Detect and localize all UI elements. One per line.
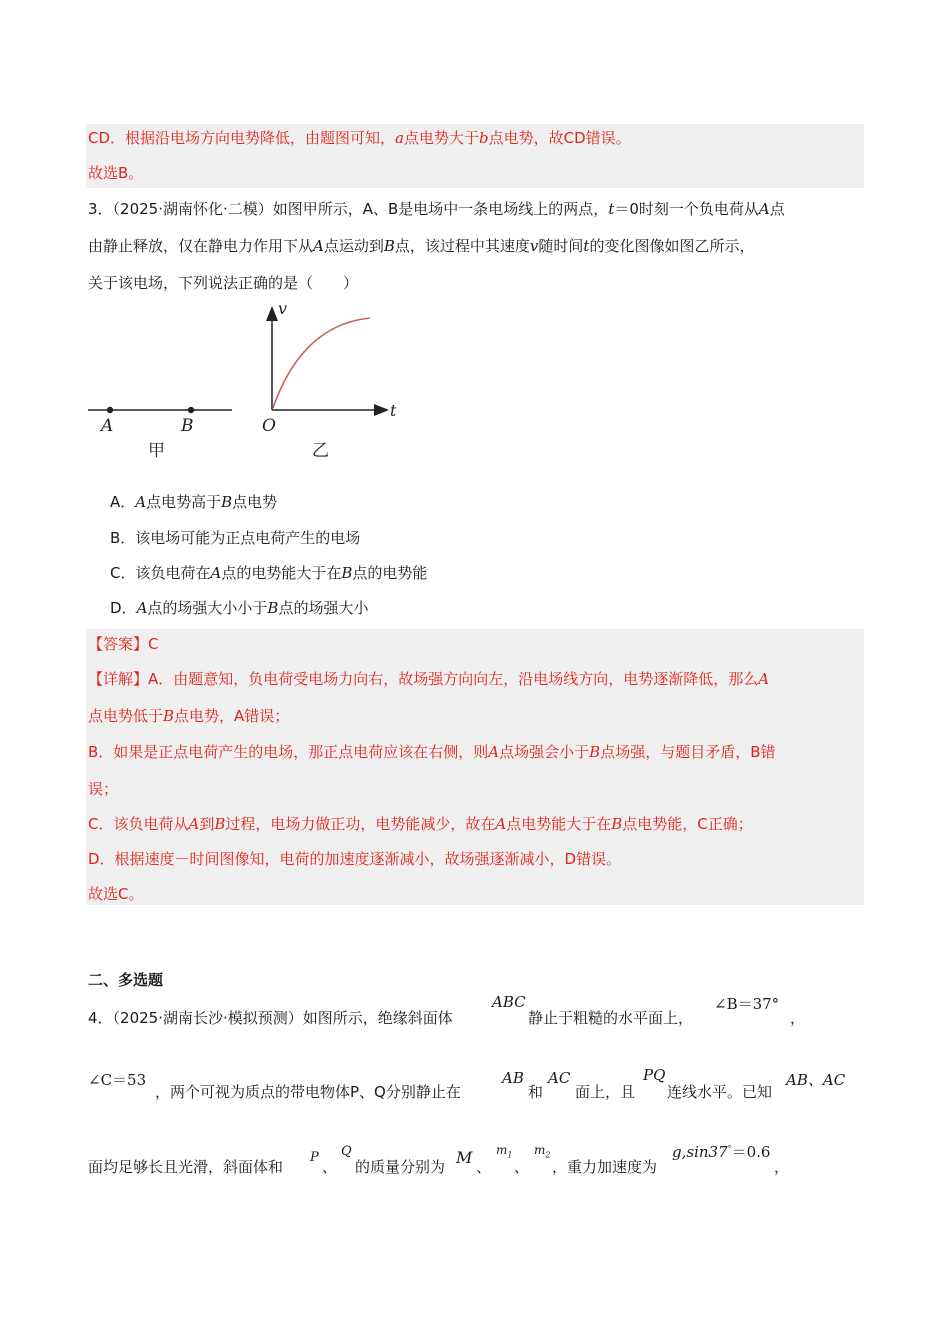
q4-text-3f: ，重力加速度为	[552, 1158, 658, 1176]
q3-answer: 【答案】C	[88, 635, 159, 653]
q4-text-3a: 面均足够长且光滑，斜面体和	[88, 1158, 284, 1176]
prev-answer-line-1: CD．根据沿电场方向电势降低，由题图可知，a点电势大于b点电势，故CD错误。	[88, 129, 631, 147]
q4-text-3b: 、	[322, 1158, 338, 1176]
q3-option-d[interactable]: D．A点的场强大小小于B点的场强大小	[110, 599, 369, 617]
caption-jia: 甲	[148, 441, 165, 461]
q4-text-1a: 4．（2025·湖南长沙·模拟预测）如图所示，绝缘斜面体	[88, 1009, 453, 1027]
q3-option-a[interactable]: A．A点电势高于B点电势	[110, 493, 278, 511]
point-b-label: B	[181, 416, 194, 436]
q4-text-1b: 静止于粗糙的水平面上，	[528, 1009, 694, 1027]
q4-math-p: P	[310, 1150, 319, 1165]
q3-stem-line-2: 由静止释放，仅在静电力作用下从A点运动到B点，该过程中其速度v随时间t的变化图像如图乙所示，	[88, 237, 755, 255]
q3-detail-line-6: D．根据速度－时间图像知，电荷的加速度逐渐减小，故场强逐渐减小，D错误。	[88, 850, 622, 868]
q4-math-angle-c: ∠C＝53	[88, 1071, 147, 1089]
q3-detail-line-2: 点电势低于B点电势，A错误；	[88, 707, 290, 725]
q4-math-q: Q	[341, 1144, 352, 1159]
q4-text-3e: 、	[514, 1158, 530, 1176]
q4-text-2d: 连线水平。已知	[667, 1083, 773, 1101]
q4-math-g-sin: g,sin37°＝0.6	[672, 1143, 771, 1161]
q4-math-mass-m: M	[456, 1148, 473, 1167]
figure-jia	[88, 407, 232, 461]
velocity-curve	[273, 318, 370, 408]
q4-text-2a: ，两个可视为质点的带电物体P、Q分别静止在	[155, 1083, 461, 1101]
q4-math-m1: $m_1$	[496, 1143, 513, 1160]
q3-detail-line-3: B．如果是正点电荷产生的电场，那正点电荷应该在右侧，则A点场强会小于B点场强，与题目矛盾，B错	[88, 743, 776, 761]
point-a-dot	[107, 407, 113, 413]
q3-option-b[interactable]: B．该电场可能为正点电荷产生的电场	[110, 529, 361, 547]
q4-math-ab-ac: AB、AC	[786, 1071, 846, 1089]
q4-math-pq: PQ	[643, 1066, 666, 1084]
q3-detail-line-4: 误；	[88, 780, 119, 798]
q4-text-1c: ，	[790, 1009, 806, 1027]
q3-detail-line-5: C．该负电荷从A到B过程，电场力做正功，电势能减少，故在A点电势能大于在B点电势能，C正确；	[88, 815, 753, 833]
point-b-dot	[188, 407, 194, 413]
q3-option-c[interactable]: C．该负电荷在A点的电势能大于在B点的电势能	[110, 564, 428, 582]
q3-stem-line-1: 3．（2025·湖南怀化·二模）如图甲所示，A、B是电场中一条电场线上的两点，t＝0时刻一个负电荷从A点	[88, 200, 785, 218]
q3-detail-line-7: 故选C。	[88, 885, 144, 903]
q3-figure	[82, 295, 412, 465]
q4-text-3c: 的质量分别为	[355, 1158, 446, 1176]
q3-stem-line-3: 关于该电场，下列说法正确的是（ ）	[88, 274, 359, 292]
section-heading: 二、多选题	[88, 971, 164, 989]
prev-answer-line-2: 故选B。	[88, 164, 144, 182]
x-axis-label: t	[390, 401, 397, 420]
q3-detail-line-1: 【详解】A．由题意知，负电荷受电场力向右，故场强方向向左，沿电场线方向，电势逐渐降低，那么A	[88, 670, 770, 688]
q4-math-ac: AC	[548, 1069, 571, 1087]
origin-label: O	[262, 416, 276, 436]
caption-yi: 乙	[312, 441, 329, 461]
q4-text-3d: 、	[476, 1158, 492, 1176]
degree-mark: °	[727, 1144, 732, 1153]
q4-text-2b: 和	[528, 1083, 544, 1101]
q4-math-angle-b: ∠B＝37°	[714, 995, 780, 1013]
figure-yi	[262, 299, 397, 461]
q4-math-ab: AB	[502, 1069, 524, 1087]
point-a-label: A	[101, 416, 114, 436]
q4-math-abc: ABC	[492, 993, 526, 1011]
q4-text-3g: ，	[774, 1158, 790, 1176]
q4-math-m2: $m_2$	[534, 1143, 551, 1160]
q4-text-2c: 面上，且	[575, 1083, 636, 1101]
y-axis-label: v	[278, 299, 288, 318]
